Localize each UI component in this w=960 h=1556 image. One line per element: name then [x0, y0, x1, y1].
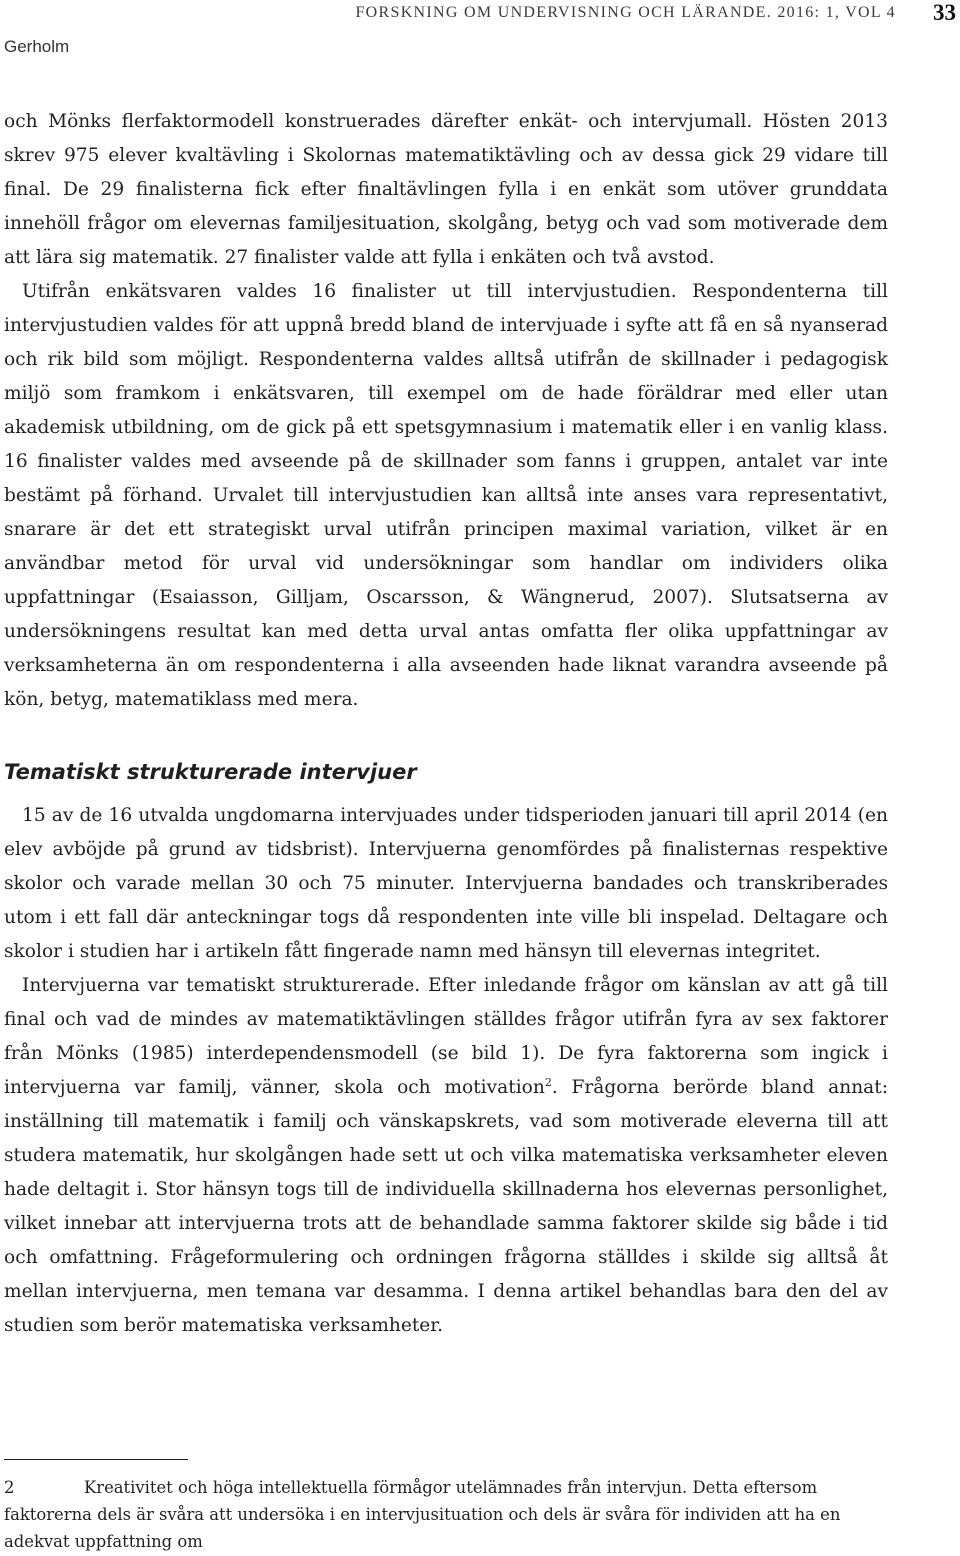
author-name: Gerholm [4, 37, 70, 56]
page-number: 33 [933, 0, 956, 25]
paragraph-text-end: . Frågorna berörde bland annat: inställning till matematik i familj och vänskapskrets, vad som motiverade eleverna till att studera matematik, hur skolgången hade sett ut och vilka matematiska verksamheter eleven hade deltagit i. Stor hänsyn togs till de individuella skillnaderna hos elevernas personlighet, vilket innebar att intervjuerna trots att de behandlade samma faktorer skilde sig både i tid och omfattning. Frågeformulering och ordningen frågorna ställdes i skilde sig alltså åt mellan intervjuerna, men temana var desamma. I denna artikel behandlas bara den del av studien som berör matematiska verksamheter. [4, 1077, 888, 1336]
paragraph-method-intro: och Mönks flerfaktormodell konstruerades därefter enkät- och intervjumall. Hösten 2013 skrev 975 elever kvaltävling i Skolornas matematiktävling och av dessa gick 29 vidare till final. De 29 finalisterna fick efter finaltävlingen fylla i en enkät som utöver grunddata innehöll frågor om elevernas familjesituation, skolgång, betyg och vad som motiverade dem att lära sig matematik. 27 finalister valde att fylla i enkäten och två avstod. [4, 111, 888, 268]
paragraph-interviews: 15 av de 16 utvalda ungdomarna intervjuades under tidsperioden januari till april 2014 (en elev avböjde på grund av tidsbrist). Intervjuerna genomfördes på finalisternas respektive skolor och varade mellan 30 och 75 minuter. Intervjuerna bandades och transkriberades utom i ett fall där anteckningar togs då respondenten inte ville bli inspelad. Deltagare och skolor i studien har i artikeln fått fingerade namn med hänsyn till elevernas integritet. [4, 805, 888, 962]
paragraph-interview-structure [4, 969, 888, 1343]
footnote-number: 2 [4, 1478, 15, 1497]
footnote-divider [4, 1459, 188, 1460]
paragraph-text-start: Intervjuerna var tematiskt strukturerade. Efter inledande frågor om känslan av att gå till final och vad de mindes av matematiktävlingen ställdes frågor utifrån fyra av sex faktorer från Mönks (1985) interdependensmodell (se bild 1). De fyra faktorerna som ingick i intervjuerna var familj, vänner, skola och motivation [4, 975, 888, 1098]
footnote-reference[interactable]: 2 [544, 1075, 552, 1089]
footnote-text: Kreativitet och höga intellektuella förmågor utelämnades från intervjun. Detta eftersom faktorerna dels är svåra att undersöka i en intervjusituation och dels är svåra för individen att ha en adekvat uppfattning om [4, 1478, 841, 1551]
running-header [0, 2, 960, 62]
section-heading: Tematiskt strukturerade intervjuer [4, 760, 417, 784]
article-body [4, 105, 888, 1343]
paragraph-selection: Utifrån enkätsvaren valdes 16 finalister ut till intervjustudien. Respondenterna till intervjustudien valdes för att uppnå bredd bland de intervjuade i syfte att få en så nyanserad och rik bild som möjligt. Respondenterna valdes alltså utifrån de skillnader i pedagogisk miljö som framkom i enkätsvaren, till exempel om de hade föräldrar med eller utan akademisk utbildning, om de gick på ett spetsgymnasium i matematik eller i en vanlig klass. 16 finalister valdes med avseende på de skillnader som fanns i gruppen, antalet var inte bestämt på förhand. Urvalet till intervjustudien kan alltså inte anses vara representativt, snarare är det ett strategiskt urval utifrån principen maximal variation, vilket är en användbar metod för urval vid undersökningar som handlar om individers olika uppfattningar (Esaiasson, Gilljam, Oscarsson, & Wängnerud, 2007). Slutsatserna av undersökningens resultat kan med detta urval antas omfatta fler olika uppfattningar av verksamheterna än om respondenterna i alla avseenden hade liknat varandra avseende på kön, betyg, matematiklass med mera. [4, 281, 888, 710]
footnote [4, 1474, 884, 1555]
journal-title: FORSKNING OM UNDERVISNING OCH LÄRANDE. 2016: 1, VOL 4 [355, 4, 896, 21]
